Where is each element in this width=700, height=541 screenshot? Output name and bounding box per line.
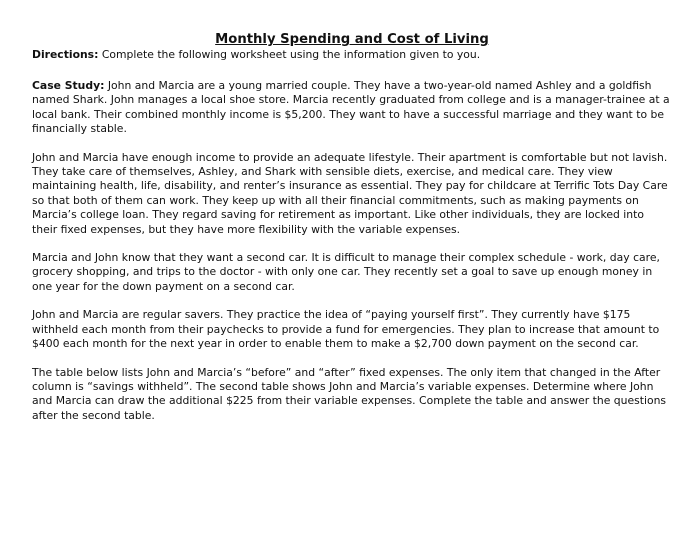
- worksheet-page: [32, 31, 672, 437]
- page-title: Monthly Spending and Cost of Living: [215, 32, 489, 47]
- second-car-paragraph: Marcia and John know that they want a second car. It is difficult to manage their complex schedule - work, day care, grocery shopping, and trips to the doctor - with only one car. They recently set a goal to save up enough money in one year for the down payment on a second car.: [32, 251, 660, 293]
- directions-text: Complete the following worksheet using the information given to you.: [98, 48, 481, 61]
- directions-label: Directions:: [32, 48, 99, 61]
- lifestyle-paragraph: John and Marcia have enough income to provide an adequate lifestyle. Their apartment is comfortable but not lavish. They take care of themselves, Ashley, and Shark with sensible diets, exercise, and medical care. They view maintaining health, life, disability, and renter’s insurance as essential. They pay for childcare at Terrific Tots Day Care so that both of them can work. They keep up with all their financial commitments, such as making payments on Marcia’s college loan. They regard saving for retirement as important. Like other individuals, they are locked into their fixed expenses, but they have more flexibility with the variable expenses.: [32, 150, 668, 236]
- case-study-label: Case Study:: [32, 79, 105, 92]
- table-instructions-paragraph: The table below lists John and Marcia’s “before” and “after” fixed expenses. The only item that changed in the After column is “savings withheld”. The second table shows John and Marcia’s variable expenses. Determine where John and Marcia can draw the additional $225 from their variable expenses. Complete the table and answer the questions after the second table.: [32, 365, 667, 422]
- case-study-paragraph: [32, 79, 672, 137]
- savings-paragraph: John and Marcia are regular savers. They practice the idea of “paying yourself first”. They currently have $175 withheld each month from their paychecks to provide a fund for emergencies. They plan to increase that amount to $400 each month for the next year in order to enable them to make a $2,700 down payment on the second car.: [32, 308, 660, 351]
- directions: [32, 48, 672, 62]
- case-study-text: John and Marcia are a young married couple. They have a two-year-old named Ashley and a goldfish named Shark. John manages a local shoe store. Marcia recently graduated from college and is a manager-trainee at a local bank. Their combined monthly income is $5,200. They want to have a successful marriage and they want to be financially stable.: [32, 79, 670, 136]
